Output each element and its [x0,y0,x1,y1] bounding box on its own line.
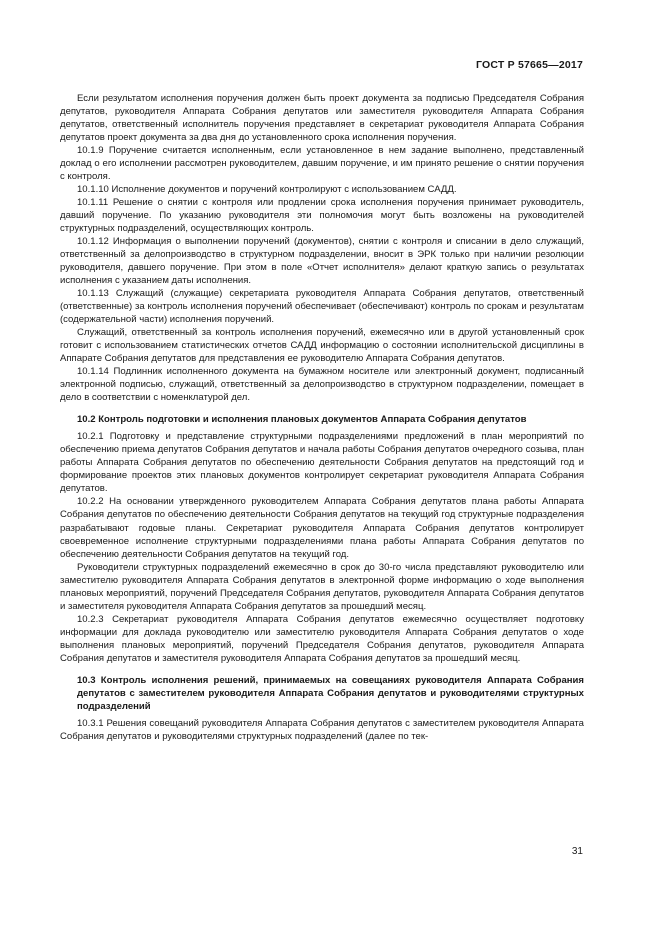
paragraph: 10.1.9 Поручение считается исполненным, если установленное в нем задание выполнено, представленный доклад о его исполнении рассмотрен руководителем, давшим поручение, и им принято решение о снятии поручения с контроля. [60,145,584,183]
paragraph: Руководители структурных подразделений ежемесячно в срок до 30-го числа представляют руководителю или заместителю руководителя Аппарата Собрания депутатов в электронной форме информацию о ходе выполнения плановых мероприятий, поручений Председателя Собрания депутатов, руководителя Аппарата Собрания депутатов и заместителя руководителя Аппарата Собрания депутатов за прошедший месяц. [60,561,584,612]
section-heading: 10.2 Контроль подготовки и исполнения плановых документов Аппарата Собрания депутатов [77,414,527,426]
paragraph: 10.1.10 Исполнение документов и поручений контролируют с использованием САДД. [77,184,457,196]
paragraph: 10.1.14 Подлинник исполненного документа на бумажном носителе или электронный документ, подписанный электронной подписью, служащий, ответственный за делопроизводство в структурном подразделении, помещает в дело в соответствии с номенклатурой дел. [60,366,584,404]
paragraph: 10.2.2 На основании утвержденного руководителем Аппарата Собрания депутатов плана работы Аппарата Собрания депутатов по обеспечению деятельности Собрания депутатов на текущий год структурные подразделения разрабатывают годовые планы. Секретариат руководителя Аппарата Собрания депутатов контролирует своевременное исполнение структурными подразделениями плана работы Аппарата Собрания депутатов по обеспечению деятельности Собрания депутатов на текущий год. [60,496,584,560]
paragraph: Если результатом исполнения поручения должен быть проект документа за подписью Председателя Собрания депутатов, руководителя Аппарата Собрания депутатов или заместителя руководителя Аппарата Собрания депутатов, ответственный исполнитель поручения представляет в секретариат руководителя Аппарата Собрания депутатов проект документа за два дня до установленного срока исполнения поручения. [60,93,584,144]
paragraph: 10.1.11 Решение о снятии с контроля или продлении срока исполнения поручения принимает руководитель, давший поручение. По указанию руководителя эти полномочия могут быть возложены на руководителей структурных подразделений, осуществляющих контроль. [60,197,584,235]
section-heading: 10.3 Контроль исполнения решений, принимаемых на совещаниях руководителя Аппарата Собрания депутатов с заместителем руководителя Аппарата Собрания депутатов и руководителями структурных подразделений [77,674,584,712]
paragraph: 10.3.1 Решения совещаний руководителя Аппарата Собрания депутатов с заместителем руководителя Аппарата Собрания депутатов и руководителями структурных подразделений (далее по тек- [60,717,584,742]
paragraph: 10.1.13 Служащий (служащие) секретариата руководителя Аппарата Собрания депутатов, ответственный (ответственные) за контроль исполнения поручений обеспечивает (обеспечивают) контроль по срокам и результатам (содержательной части) исполнения поручений. [60,288,584,326]
standard-header: ГОСТ Р 57665—2017 [475,59,583,71]
paragraph: 10.2.3 Секретариат руководителя Аппарата Собрания депутатов ежемесячно осуществляет подготовку информации для доклада руководителю или заместителю руководителя Аппарата Собрания депутатов о ходе выполнения плановых мероприятий, поручений Председателя Собрания депутатов, руководителя Аппарата Собрания депутатов и заместителя руководителя Аппарата Собрания депутатов за прошедший месяц. [60,613,584,664]
document-body [60,92,584,743]
page-number: 31 [571,846,583,857]
paragraph: Служащий, ответственный за контроль исполнения поручений, ежемесячно или в другой установленный срок готовит с использованием статистических отчетов САДД информацию о состоянии исполнительской дисциплины в Аппарате Собрания депутатов для представления ее руководителю Аппарата Собрания депутатов. [60,327,584,365]
paragraph: 10.1.12 Информация о выполнении поручений (документов), снятии с контроля и списании в дело служащий, ответственный за делопроизводство в структурном подразделении, вносит в ЭРК только при наличии резолюции руководителя, давшего поручение. При этом в поле «Отчет исполнителя» делают краткую запись о результатах исполнения с указанием даты исполнения. [60,236,584,287]
paragraph: 10.2.1 Подготовку и представление структурными подразделениями предложений в план мероприятий по обеспечению приема депутатов Собрания депутатов и начала работы Собрания депутатов очередного созыва, план работы Аппарата Собрания депутатов по обеспечению деятельности Собрания депутатов на предстоящий год и формирование проектов этих плановых документов контролирует секретариат руководителя Аппарата Собрания депутатов. [60,431,584,495]
